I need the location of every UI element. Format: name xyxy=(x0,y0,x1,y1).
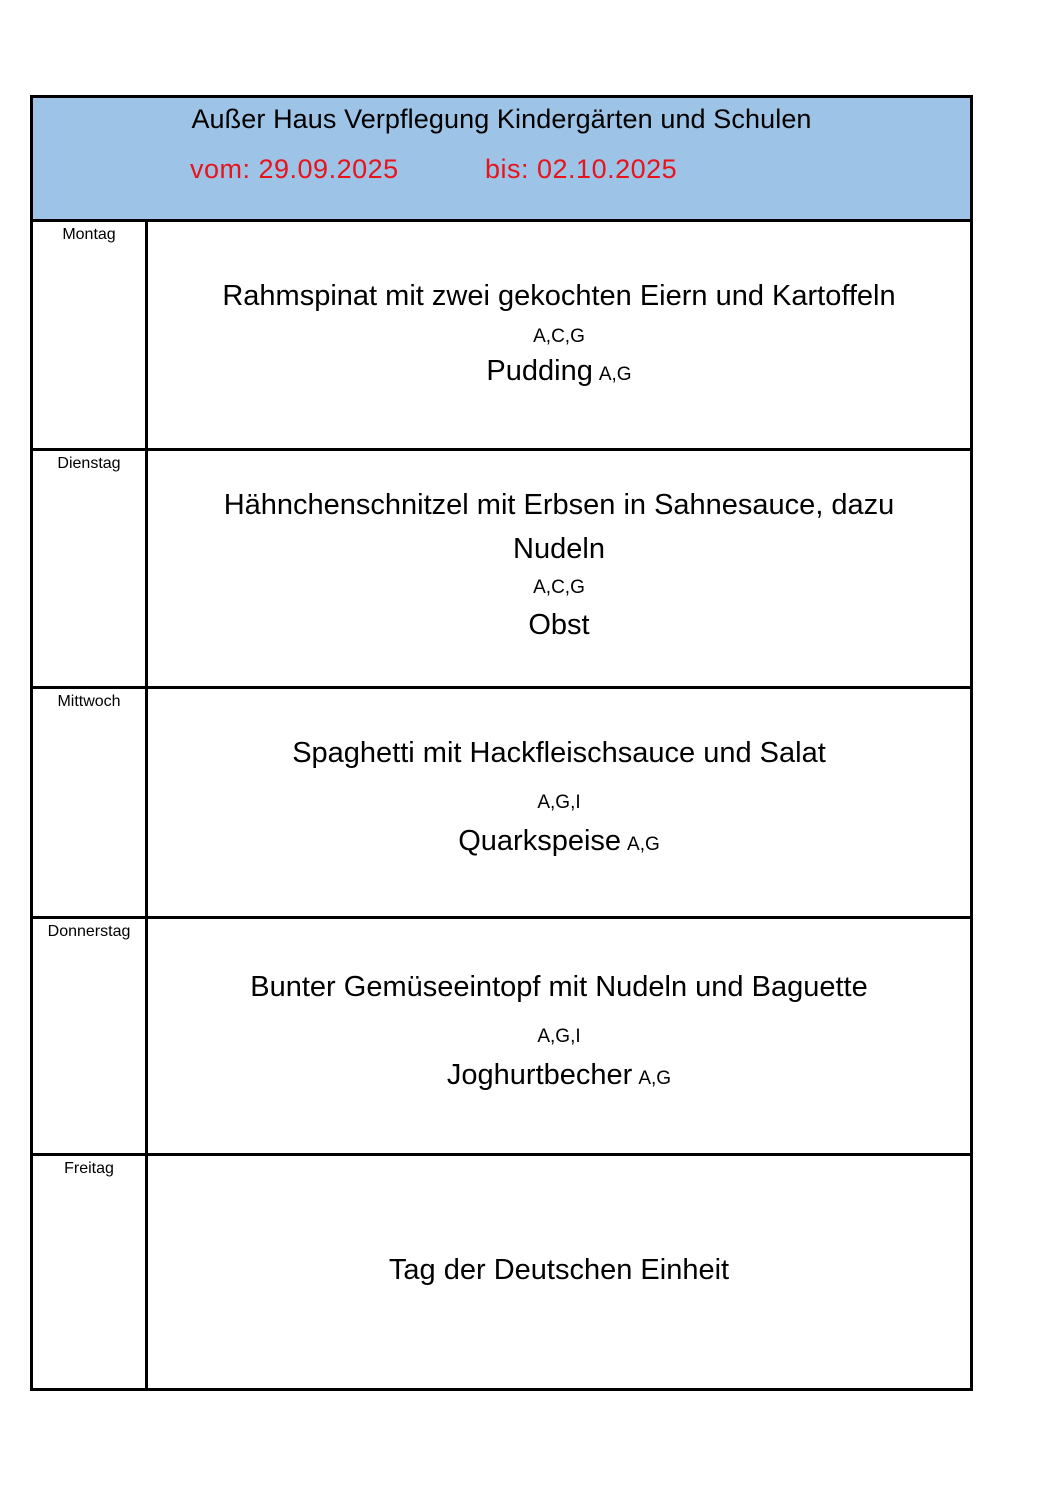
day-cell xyxy=(33,689,148,916)
dessert-name: Quarkspeise xyxy=(458,825,622,857)
day-row-freitag xyxy=(33,1156,970,1388)
dessert-allergen-codes: A,G xyxy=(627,834,660,855)
day-row-montag xyxy=(33,222,970,451)
day-row-donnerstag xyxy=(33,919,970,1156)
dessert xyxy=(148,1059,970,1092)
meal-cell xyxy=(148,222,970,448)
day-label: Dienstag xyxy=(57,455,121,472)
day-label: Donnerstag xyxy=(47,923,131,940)
dessert-name: Joghurtbecher xyxy=(446,1059,633,1091)
main-dish: Bunter Gemüseeintopf mit Nudeln und Baguette xyxy=(250,971,868,1003)
menu-table xyxy=(30,95,973,1391)
main-dish: Spaghetti mit Hackfleischsauce und Salat xyxy=(292,737,826,769)
dessert xyxy=(148,825,970,858)
meal-cell xyxy=(148,451,970,686)
day-row-mittwoch xyxy=(33,689,970,919)
dessert xyxy=(148,355,970,388)
day-cell xyxy=(33,222,148,448)
meal-cell xyxy=(148,1156,970,1388)
main-dish: Rahmspinat mit zwei gekochten Eiern und Kartoffeln xyxy=(222,280,896,312)
main-dish-continued: Nudeln xyxy=(513,533,605,565)
date-to: bis: 02.10.2025 xyxy=(485,154,678,184)
menu-title: Außer Haus Verpflegung Kindergärten und Schulen xyxy=(191,104,812,134)
day-cell xyxy=(33,1156,148,1388)
meal-cell xyxy=(148,919,970,1153)
allergen-codes: A,G,I xyxy=(537,792,581,813)
dessert xyxy=(148,609,970,642)
main-dish: Hähnchenschnitzel mit Erbsen in Sahnesauce, dazu xyxy=(223,489,895,521)
dessert-name: Pudding xyxy=(486,355,593,387)
day-row-dienstag xyxy=(33,451,970,689)
day-label: Mittwoch xyxy=(57,693,121,710)
date-from: vom: 29.09.2025 xyxy=(190,154,399,184)
day-label: Freitag xyxy=(64,1160,114,1177)
allergen-codes: A,C,G xyxy=(533,326,585,347)
menu-header xyxy=(33,98,970,222)
holiday-note: Tag der Deutschen Einheit xyxy=(388,1254,730,1286)
dessert-allergen-codes: A,G xyxy=(638,1068,672,1089)
allergen-codes: A,C,G xyxy=(533,577,585,598)
day-cell xyxy=(33,451,148,686)
day-label: Montag xyxy=(62,226,116,243)
dessert-allergen-codes: A,G xyxy=(598,364,632,385)
day-cell xyxy=(33,919,148,1153)
dessert-name: Obst xyxy=(528,609,590,641)
allergen-codes: A,G,I xyxy=(537,1026,581,1047)
meal-cell xyxy=(148,689,970,916)
